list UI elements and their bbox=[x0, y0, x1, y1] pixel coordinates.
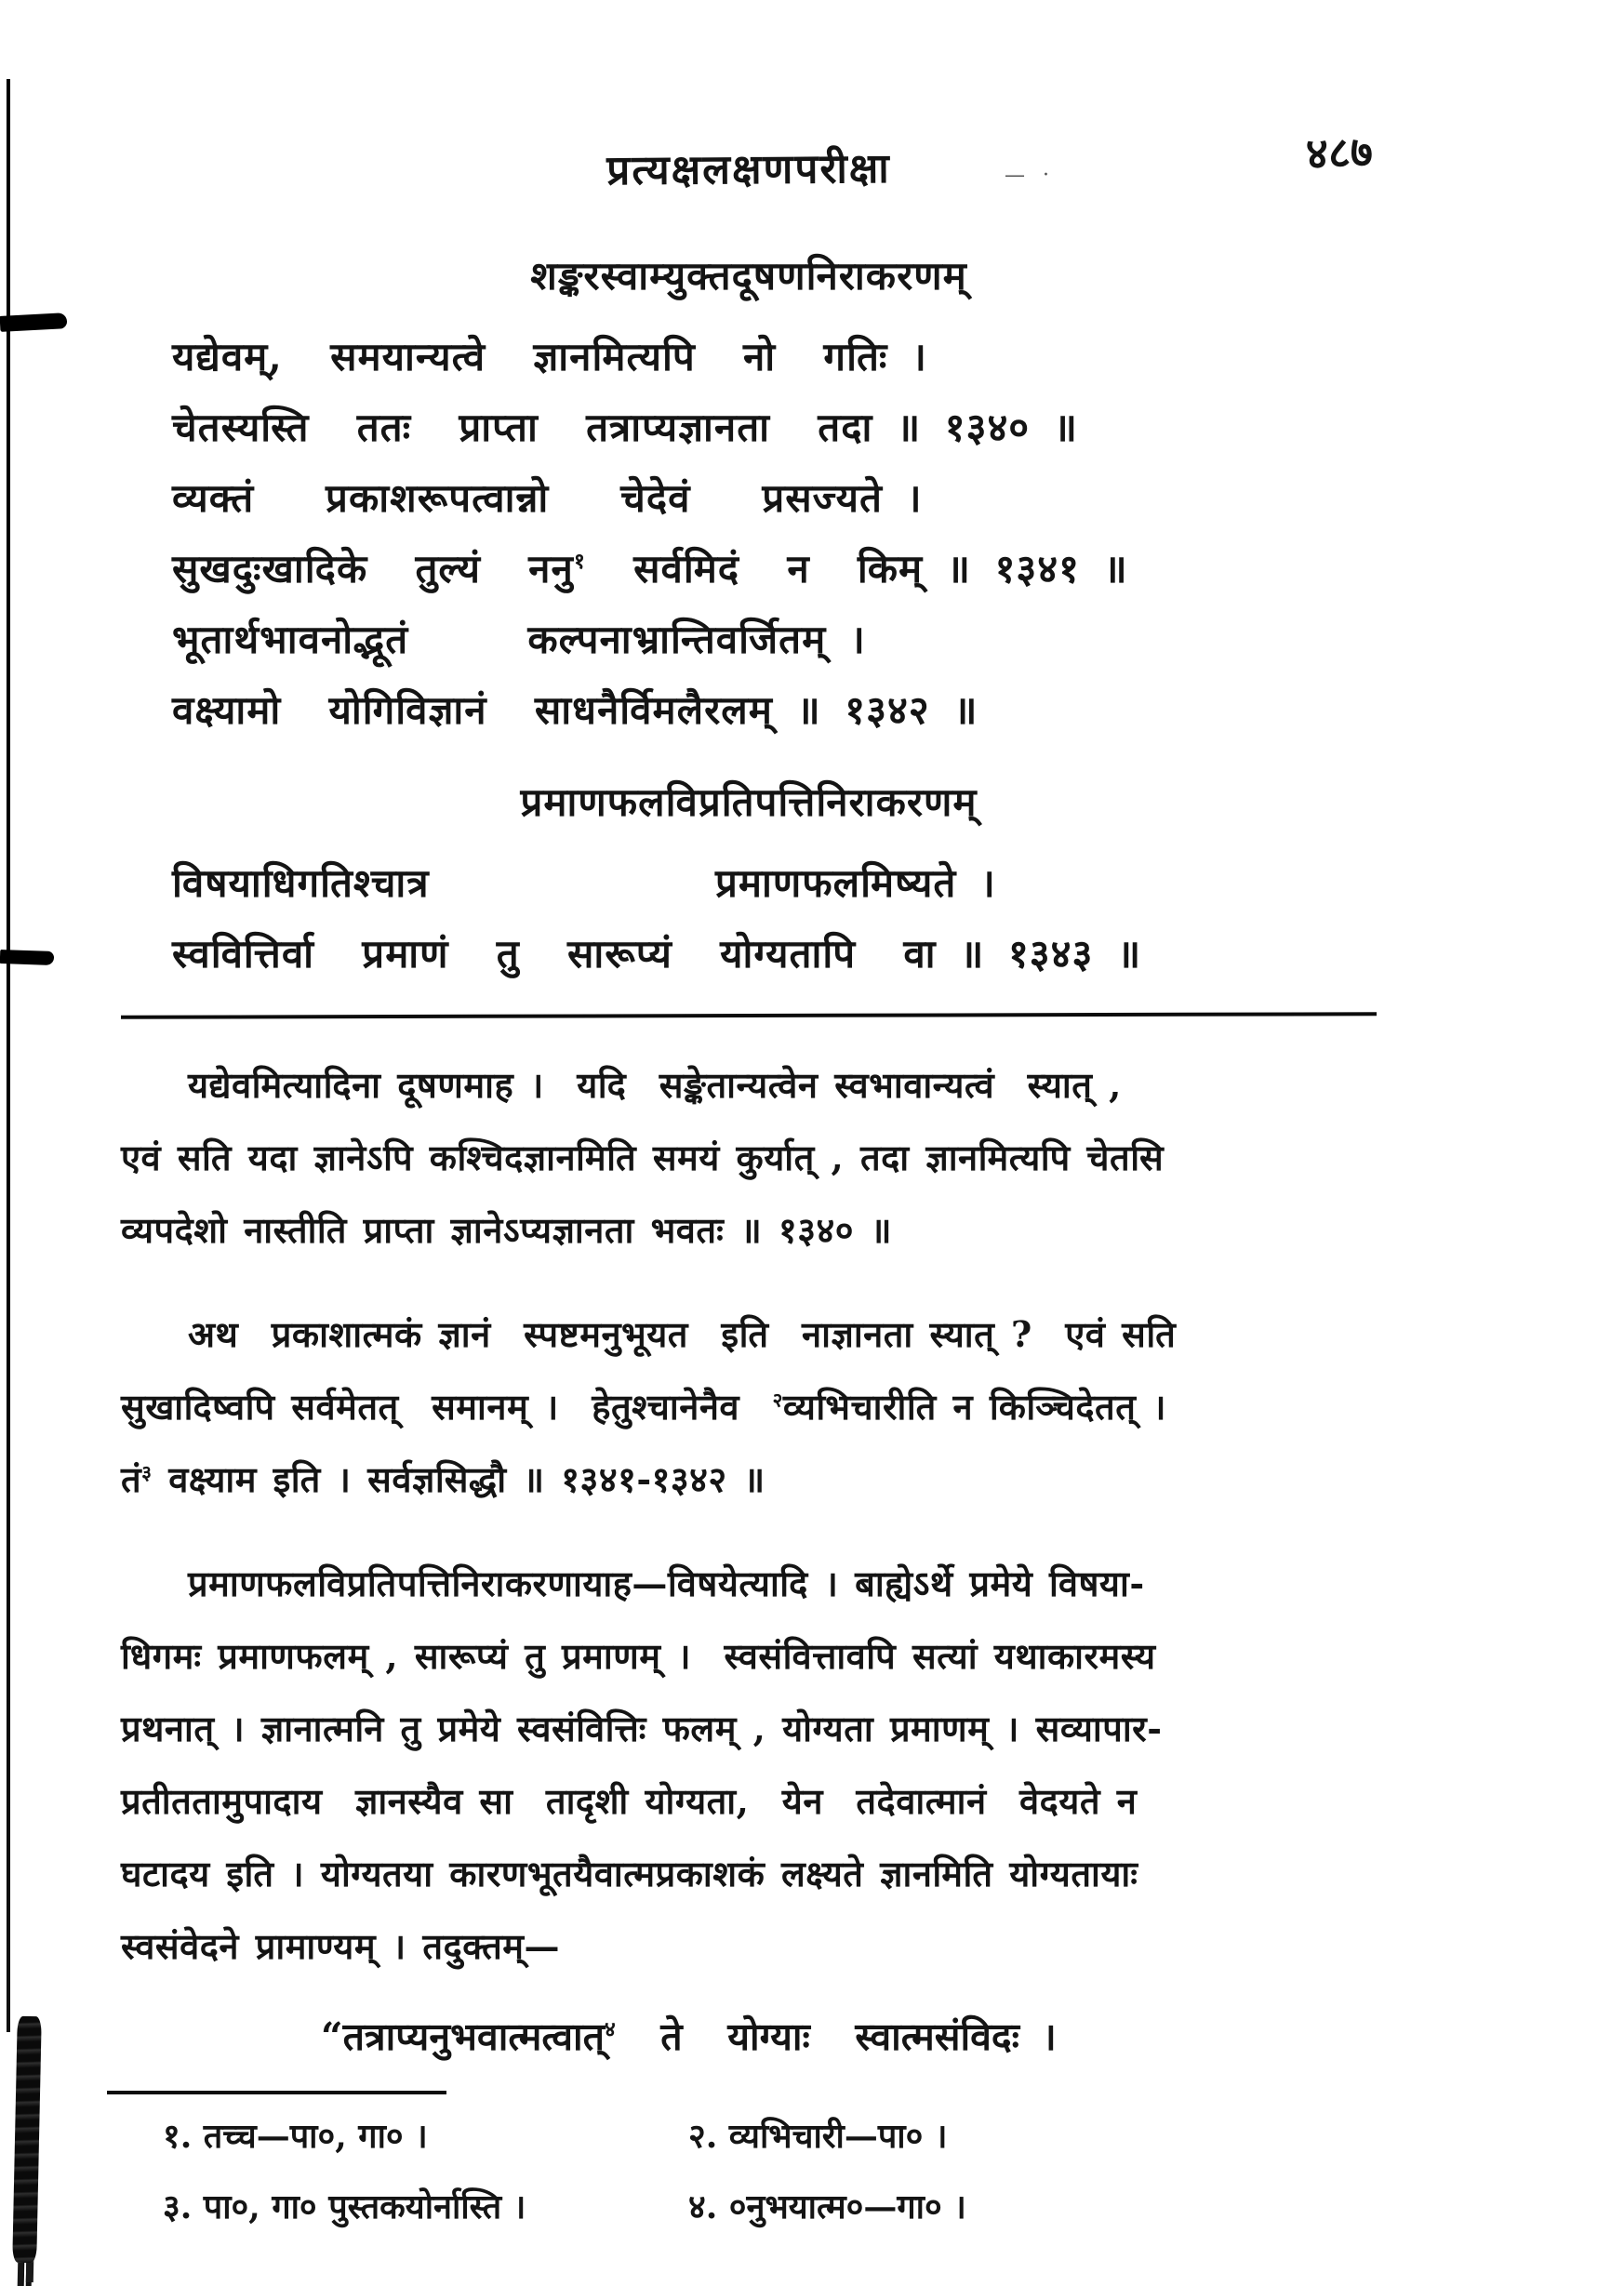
commentary-paragraph bbox=[121, 1298, 1377, 1516]
line-text: धिगमः प्रमाणफलम् , सारूप्यं तु प्रमाणम् । स्वसंवित्तावपि सत्यां यथाकारमस्य bbox=[121, 1635, 1156, 1677]
line-text: व्यभिचारीति न किञ्चिदेतत् । bbox=[782, 1386, 1167, 1428]
footnote-3: ३. पा०, गा० पुस्तकयोर्नास्ति । bbox=[163, 2187, 526, 2226]
line-text: एवं सति यदा ज्ञानेऽपि कश्चिदज्ञानमिति समयं कुर्यात् , तदा ज्ञानमित्यपि चेतसि bbox=[121, 1136, 1165, 1178]
commentary-line bbox=[121, 1910, 1377, 1983]
page-header bbox=[121, 126, 1377, 219]
scan-ink-blob bbox=[0, 950, 54, 965]
commentary-line bbox=[121, 1049, 1377, 1122]
footnote-4: ४. ०नुभयात्म०—गा० । bbox=[688, 2187, 966, 2226]
verse-line bbox=[121, 392, 1377, 463]
verse-line bbox=[121, 534, 1377, 605]
commentary-separator-rule bbox=[121, 1012, 1377, 1019]
verse-line bbox=[121, 605, 1377, 675]
commentary-paragraph bbox=[121, 1548, 1377, 1983]
line-text: ते योग्याः स्वात्मसंविदः । bbox=[615, 2014, 1057, 2059]
verse-line bbox=[121, 463, 1377, 534]
line-text: वक्ष्यामो योगिविज्ञानं साधनैर्विमलैरलम् ॥ १३४२ ॥ bbox=[172, 687, 978, 733]
line-text: अथ प्रकाशात्मकं ज्ञानं स्पष्टमनुभूयत इति नाज्ञानता स्यात् ? एवं सति bbox=[188, 1313, 1177, 1355]
line-text: स्वसंवेदने प्रामाण्यम् । तदुक्तम्— bbox=[121, 1925, 561, 1967]
footnotes-section bbox=[121, 2113, 1377, 2230]
commentary-line bbox=[121, 1620, 1377, 1693]
line-text: “तत्राप्यनुभवात्मत्वात् bbox=[321, 2014, 606, 2059]
scan-speckle-band bbox=[12, 2016, 42, 2263]
line-text: यद्येवम्, समयान्यत्वे ज्ञानमित्यपि नो गतिः । bbox=[172, 334, 927, 379]
line-text: सर्वमिदं न किम् ॥ १३४१ ॥ bbox=[585, 546, 1128, 591]
scan-ink-blob bbox=[0, 312, 67, 332]
footnote-2: २. व्यभिचारी—पा० । bbox=[688, 2117, 948, 2156]
line-text: वक्ष्याम इति । सर्वज्ञसिद्धौ ॥ १३४१-१३४२ ॥ bbox=[152, 1458, 765, 1500]
line-text: घटादय इति । योग्यतया कारणभूतयैवात्मप्रकाशकं लक्ष्यते ज्ञानमिति योग्यतायाः bbox=[121, 1853, 1138, 1894]
line-text: प्रमाणफलविप्रतिपत्तिनिराकरणायाह—विषयेत्यादि । बाह्येऽर्थे प्रमेये विषया- bbox=[188, 1562, 1145, 1604]
footnote-reference: २ bbox=[772, 1388, 783, 1412]
line-text: सुखदुःखादिके तुल्यं ननु bbox=[172, 546, 574, 591]
line-text: विषयाधिगतिश्चात्र प्रमाणफलमिष्यते । bbox=[172, 860, 996, 906]
line-text: भूतार्थभावनोद्भूतं कल्पनाभ्रान्तिवर्जितम् । bbox=[172, 617, 866, 662]
line-text: स्ववित्तिर्वा प्रमाणं तु सारूप्यं योग्यतापि वा ॥ १३४३ ॥ bbox=[172, 931, 1142, 977]
verse-block-1340-1342 bbox=[121, 322, 1377, 746]
scan-dash-marks: — · bbox=[1005, 164, 1055, 187]
page-number: ४८७ bbox=[1305, 126, 1374, 179]
quoted-verse-line bbox=[121, 2003, 1377, 2070]
line-text: व्यक्तं प्रकाशरूपत्वान्नो चेदेवं प्रसज्यते । bbox=[172, 475, 923, 521]
commentary-line bbox=[121, 1443, 1377, 1516]
line-text: चेतस्यस्ति ततः प्राप्ता तत्राप्यज्ञानता तदा ॥ १३४० ॥ bbox=[172, 405, 1078, 450]
line-text: व्यपदेशो नास्तीति प्राप्ता ज्ञानेऽप्यज्ञानता भवतः ॥ १३४० ॥ bbox=[121, 1209, 893, 1251]
verse-line bbox=[121, 919, 1377, 990]
section-heading-pramanaphala: प्रमाणफलविप्रतिपत्तिनिराकरणम् bbox=[520, 779, 978, 825]
line-text: तं bbox=[121, 1458, 142, 1500]
footnote-reference: ४ bbox=[605, 2017, 616, 2042]
footnote-reference: ३ bbox=[141, 1460, 153, 1484]
commentary-line bbox=[121, 1122, 1377, 1194]
footnote-separator-rule bbox=[107, 2091, 446, 2094]
line-text: सुखादिष्वपि सर्वमेतत् समानम् । हेतुश्चानेनैव bbox=[121, 1386, 773, 1428]
verse-line bbox=[121, 675, 1377, 746]
footnote-1: १. तच्च—पा०, गा० । bbox=[163, 2117, 428, 2156]
line-text: प्रतीततामुपादाय ज्ञानस्यैव सा तादृशी योग्यता, येन तदेवात्मानं वेदयते न bbox=[121, 1780, 1138, 1822]
footnote-reference: १ bbox=[573, 549, 586, 574]
commentary-line bbox=[121, 1693, 1377, 1765]
commentary-line bbox=[121, 1298, 1377, 1371]
commentary-line bbox=[121, 1371, 1377, 1443]
running-title: प्रत्यक्षलक्षणपरीक्षा bbox=[606, 144, 891, 195]
commentary-paragraph bbox=[121, 1049, 1377, 1267]
scan-edge-line bbox=[7, 79, 10, 2032]
commentary-line bbox=[121, 1765, 1377, 1838]
line-text: प्रथनात् । ज्ञानात्मनि तु प्रमेये स्वसंवित्तिः फलम् , योग्यता प्रमाणम् । सव्यापार- bbox=[121, 1708, 1163, 1749]
page-content bbox=[121, 0, 1377, 2230]
section-heading-shankarasvami: शङ्करस्वाम्युक्तदूषणनिराकरणम् bbox=[530, 253, 967, 299]
verse-block-1343 bbox=[121, 848, 1377, 990]
line-text: यद्येवमित्यादिना दूषणमाह । यदि सङ्केतान्यत्वेन स्वभावान्यत्वं स्यात् , bbox=[188, 1064, 1122, 1106]
commentary-line bbox=[121, 1194, 1377, 1267]
verse-line bbox=[121, 848, 1377, 919]
commentary-line bbox=[121, 1548, 1377, 1620]
commentary-section bbox=[121, 1049, 1377, 1983]
verse-line bbox=[121, 322, 1377, 392]
commentary-line bbox=[121, 1838, 1377, 1910]
